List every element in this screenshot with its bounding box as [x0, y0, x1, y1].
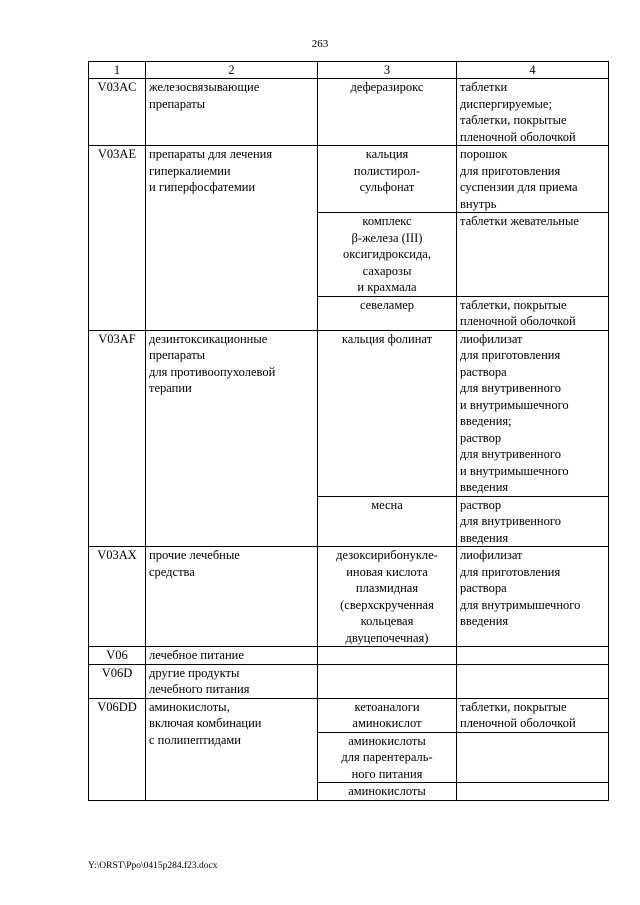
dosage-form: лиофилизат для приготовления раствора для внутривенного и внутримышечного введения; раствор для внутривенного и внутримышечного введения [457, 330, 609, 496]
table-row [89, 698, 609, 732]
group-description: лечебное питание [146, 647, 318, 665]
table-row [89, 647, 609, 665]
atc-code: V06D [89, 664, 146, 698]
dosage-form: раствор для внутривенного введения [457, 496, 609, 547]
drug-name: комплекс β-железа (III) оксигидроксида, сахарозы и крахмала [318, 213, 457, 297]
column-header: 1 [89, 62, 146, 79]
column-header: 2 [146, 62, 318, 79]
table-row [89, 664, 609, 698]
dosage-form [457, 647, 609, 665]
group-description: аминокислоты, включая комбинации с полипептидами [146, 698, 318, 800]
group-description: прочие лечебные средства [146, 547, 318, 647]
dosage-form: таблетки, покрытые пленочной оболочкой [457, 698, 609, 732]
dosage-form [457, 783, 609, 801]
drug-name: месна [318, 496, 457, 547]
dosage-form [457, 664, 609, 698]
table-row [89, 146, 609, 213]
drug-name: кетоаналоги аминокислот [318, 698, 457, 732]
drug-name [318, 647, 457, 665]
drug-name: аминокислоты [318, 783, 457, 801]
drug-name: аминокислоты для парентераль- ного питания [318, 732, 457, 783]
table-row [89, 79, 609, 146]
document-footer-path: Y:\ORST\Ppo\0415p284.f23.docx [88, 861, 218, 871]
dosage-form: таблетки, покрытые пленочной оболочкой [457, 296, 609, 330]
column-header: 4 [457, 62, 609, 79]
drug-name: деферазирокс [318, 79, 457, 146]
drug-name [318, 664, 457, 698]
drug-table [88, 61, 609, 801]
atc-code: V03AC [89, 79, 146, 146]
group-description: дезинтоксикационные препараты для противоопухолевой терапии [146, 330, 318, 547]
dosage-form [457, 732, 609, 783]
table-row [89, 330, 609, 496]
dosage-form: таблетки диспергируемые; таблетки, покрытые пленочной оболочкой [457, 79, 609, 146]
atc-code: V06DD [89, 698, 146, 800]
atc-code: V03AX [89, 547, 146, 647]
dosage-form: таблетки жевательные [457, 213, 609, 297]
group-description: другие продукты лечебного питания [146, 664, 318, 698]
table-row [89, 547, 609, 647]
atc-code: V06 [89, 647, 146, 665]
dosage-form: лиофилизат для приготовления раствора для внутримышечного введения [457, 547, 609, 647]
table-header-row [89, 62, 609, 79]
column-header: 3 [318, 62, 457, 79]
dosage-form: порошок для приготовления суспензии для приема внутрь [457, 146, 609, 213]
drug-name: дезоксирибонукле- иновая кислота плазмидная (сверхскрученная кольцевая двуцепочечная) [318, 547, 457, 647]
drug-name: кальция полистирол- сульфонат [318, 146, 457, 213]
group-description: препараты для лечения гиперкалиемии и гиперфосфатемии [146, 146, 318, 331]
drug-name: кальция фолинат [318, 330, 457, 496]
drug-name: севеламер [318, 296, 457, 330]
atc-code: V03AE [89, 146, 146, 331]
group-description: железосвязывающие препараты [146, 79, 318, 146]
atc-code: V03AF [89, 330, 146, 547]
page-number: 263 [311, 38, 329, 50]
